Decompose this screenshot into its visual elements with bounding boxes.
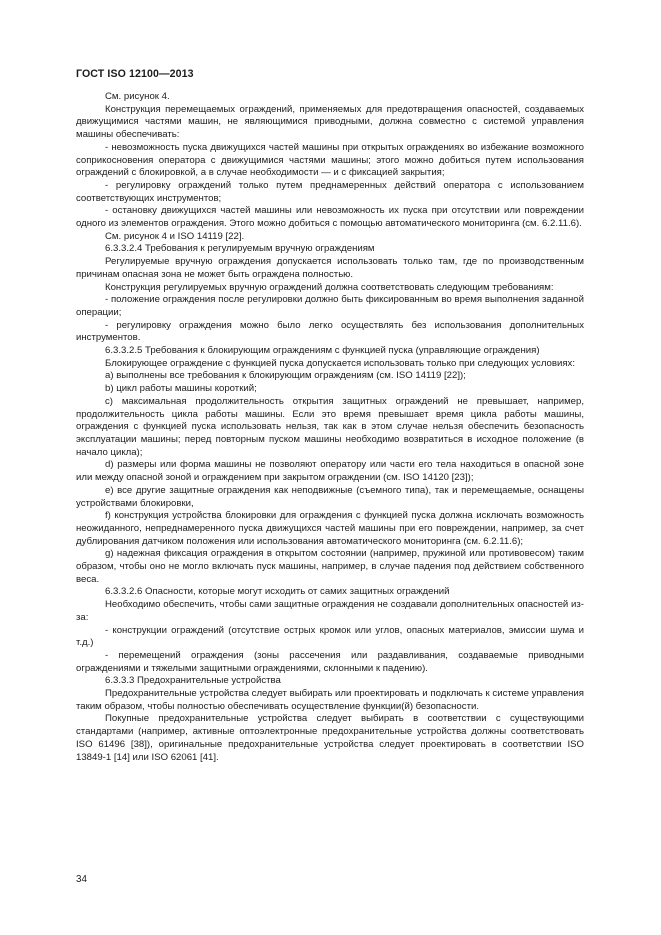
list-item: - регулировку ограждений только путем преднамеренных действий оператора с использованием соответствующих инструментов; (76, 179, 584, 204)
paragraph: См. рисунок 4 и ISO 14119 [22]. (105, 230, 245, 242)
list-item: f) конструкция устройства блокировки для ограждения с функцией пуска должна исключать возможность неожиданного, непреднамеренного пуска движущихся частей машины при его повреждении, например, за счет дублирования датчиком положения или использования автоматического мониторинга (см. 6.2.11.6); (76, 510, 584, 547)
list-item: a) выполнены все требования к блокирующим ограждениям (см. ISO 14119 [22]); (105, 370, 466, 382)
section-heading: 6.3.3.3 Предохранительные устройства (105, 675, 281, 687)
document-body (76, 91, 584, 764)
list-item: d) размеры или форма машины не позволяют оператору или части его тела находиться в опасной зоне или между опасной зоной и ограждением при закрытом ограждении (см. ISO 14120 [23]); (76, 459, 584, 484)
list-item: - регулировку ограждения можно было легко осуществлять без использования дополнительных инструментов. (76, 319, 584, 344)
list-item: g) надежная фиксация ограждения в открытом состоянии (например, пружиной или противовесом) таким образом, чтобы оно не могло включать пуск машины, например, в случае падения под действием собственного веса. (76, 548, 584, 585)
section-heading: 6.3.3.2.4 Требования к регулируемым вручную ограждениям (105, 243, 375, 255)
paragraph: Блокирующее ограждение с функцией пуска допускается использовать только при следующих условиях: (105, 357, 576, 369)
list-item: b) цикл работы машины короткий; (105, 383, 257, 395)
paragraph: Конструкция перемещаемых ограждений, применяемых для предотвращения опасностей, создаваемых движущимися частями машин, не являющимися приводными, должна совместно с системой управления машины обеспечивать: (76, 103, 584, 141)
page-number: 34 (76, 874, 87, 885)
list-item: - конструкции ограждений (отсутствие острых кромок или углов, опасных материалов, эмиссии шума и т.д.) (76, 624, 584, 649)
list-item: e) все другие защитные ограждения как неподвижные (съемного типа), так и перемещаемые, оснащены устройствами блокировки, (76, 484, 584, 509)
paragraph: Необходимо обеспечить, чтобы сами защитные ограждения не создавали дополнительных опасностей из-за: (76, 599, 584, 623)
paragraph: Покупные предохранительные устройства следует выбирать в соответствии с существующими стандартами (например, активные оптоэлектронные предохранительные устройства должны соответствовать ISO 61496 [38]), оригинальные предохранительные устройства следует проектировать в соответствии ISO 13849-1 [14] или ISO 62061 [41]. (76, 713, 584, 763)
paragraph: Предохранительные устройства следует выбирать или проектировать и подключать к системе управления таким образом, чтобы полностью обеспечивать осуществление функции(й) безопасности. (76, 688, 584, 712)
section-heading: 6.3.3.2.5 Требования к блокирующим ограждениям с функцией пуска (управляющие ограждения) (105, 345, 540, 357)
paragraph: См. рисунок 4. (105, 91, 170, 102)
list-item: - перемещений ограждения (зоны рассечения или раздавливания, создаваемые приводными ограждениями и тяжелыми защитными ограждениями, склонными к падению). (76, 649, 584, 674)
paragraph: Конструкция регулируемых вручную ограждений должна соответствовать следующим требованиям: (105, 281, 554, 293)
document-header: ГОСТ ISO 12100—2013 (76, 68, 194, 80)
list-item: c) максимальная продолжительность открытия защитных ограждений не превышает, например, продолжительность цикла работы машины. Если это время превышает время цикла работы машины, ограждения с функцией пуска использовать нельзя, так как в этом случае нельзя обеспечить безопасность эксплуатации машины; перед повторным пуском машины необходимо возвратиться в исходное положение (в начало цикла); (76, 395, 584, 458)
list-item: - остановку движущихся частей машины или невозможность их пуска при отсутствии или повреждении одного из элементов ограждения. Этого можно добиться с помощью автоматического мониторинга (см. 6.2.11.6). (76, 205, 584, 230)
list-item: - невозможность пуска движущихся частей машины при открытых ограждениях во избежание возможного соприкосновения оператора с движущимися частями машины; этого можно добиться путем использования ограждений с блокировкой, а в случае необходимости — и с фиксацией закрытия; (76, 141, 584, 179)
list-item: - положение ограждения после регулировки должно быть фиксированным во время выполнения заданной операции; (76, 294, 584, 318)
paragraph: Регулируемые вручную ограждения допускается использовать только там, где по производственным причинам опасная зона не может быть ограждена полностью. (76, 256, 584, 280)
section-heading: 6.3.3.2.6 Опасности, которые могут исходить от самих защитных ограждений (105, 586, 450, 598)
